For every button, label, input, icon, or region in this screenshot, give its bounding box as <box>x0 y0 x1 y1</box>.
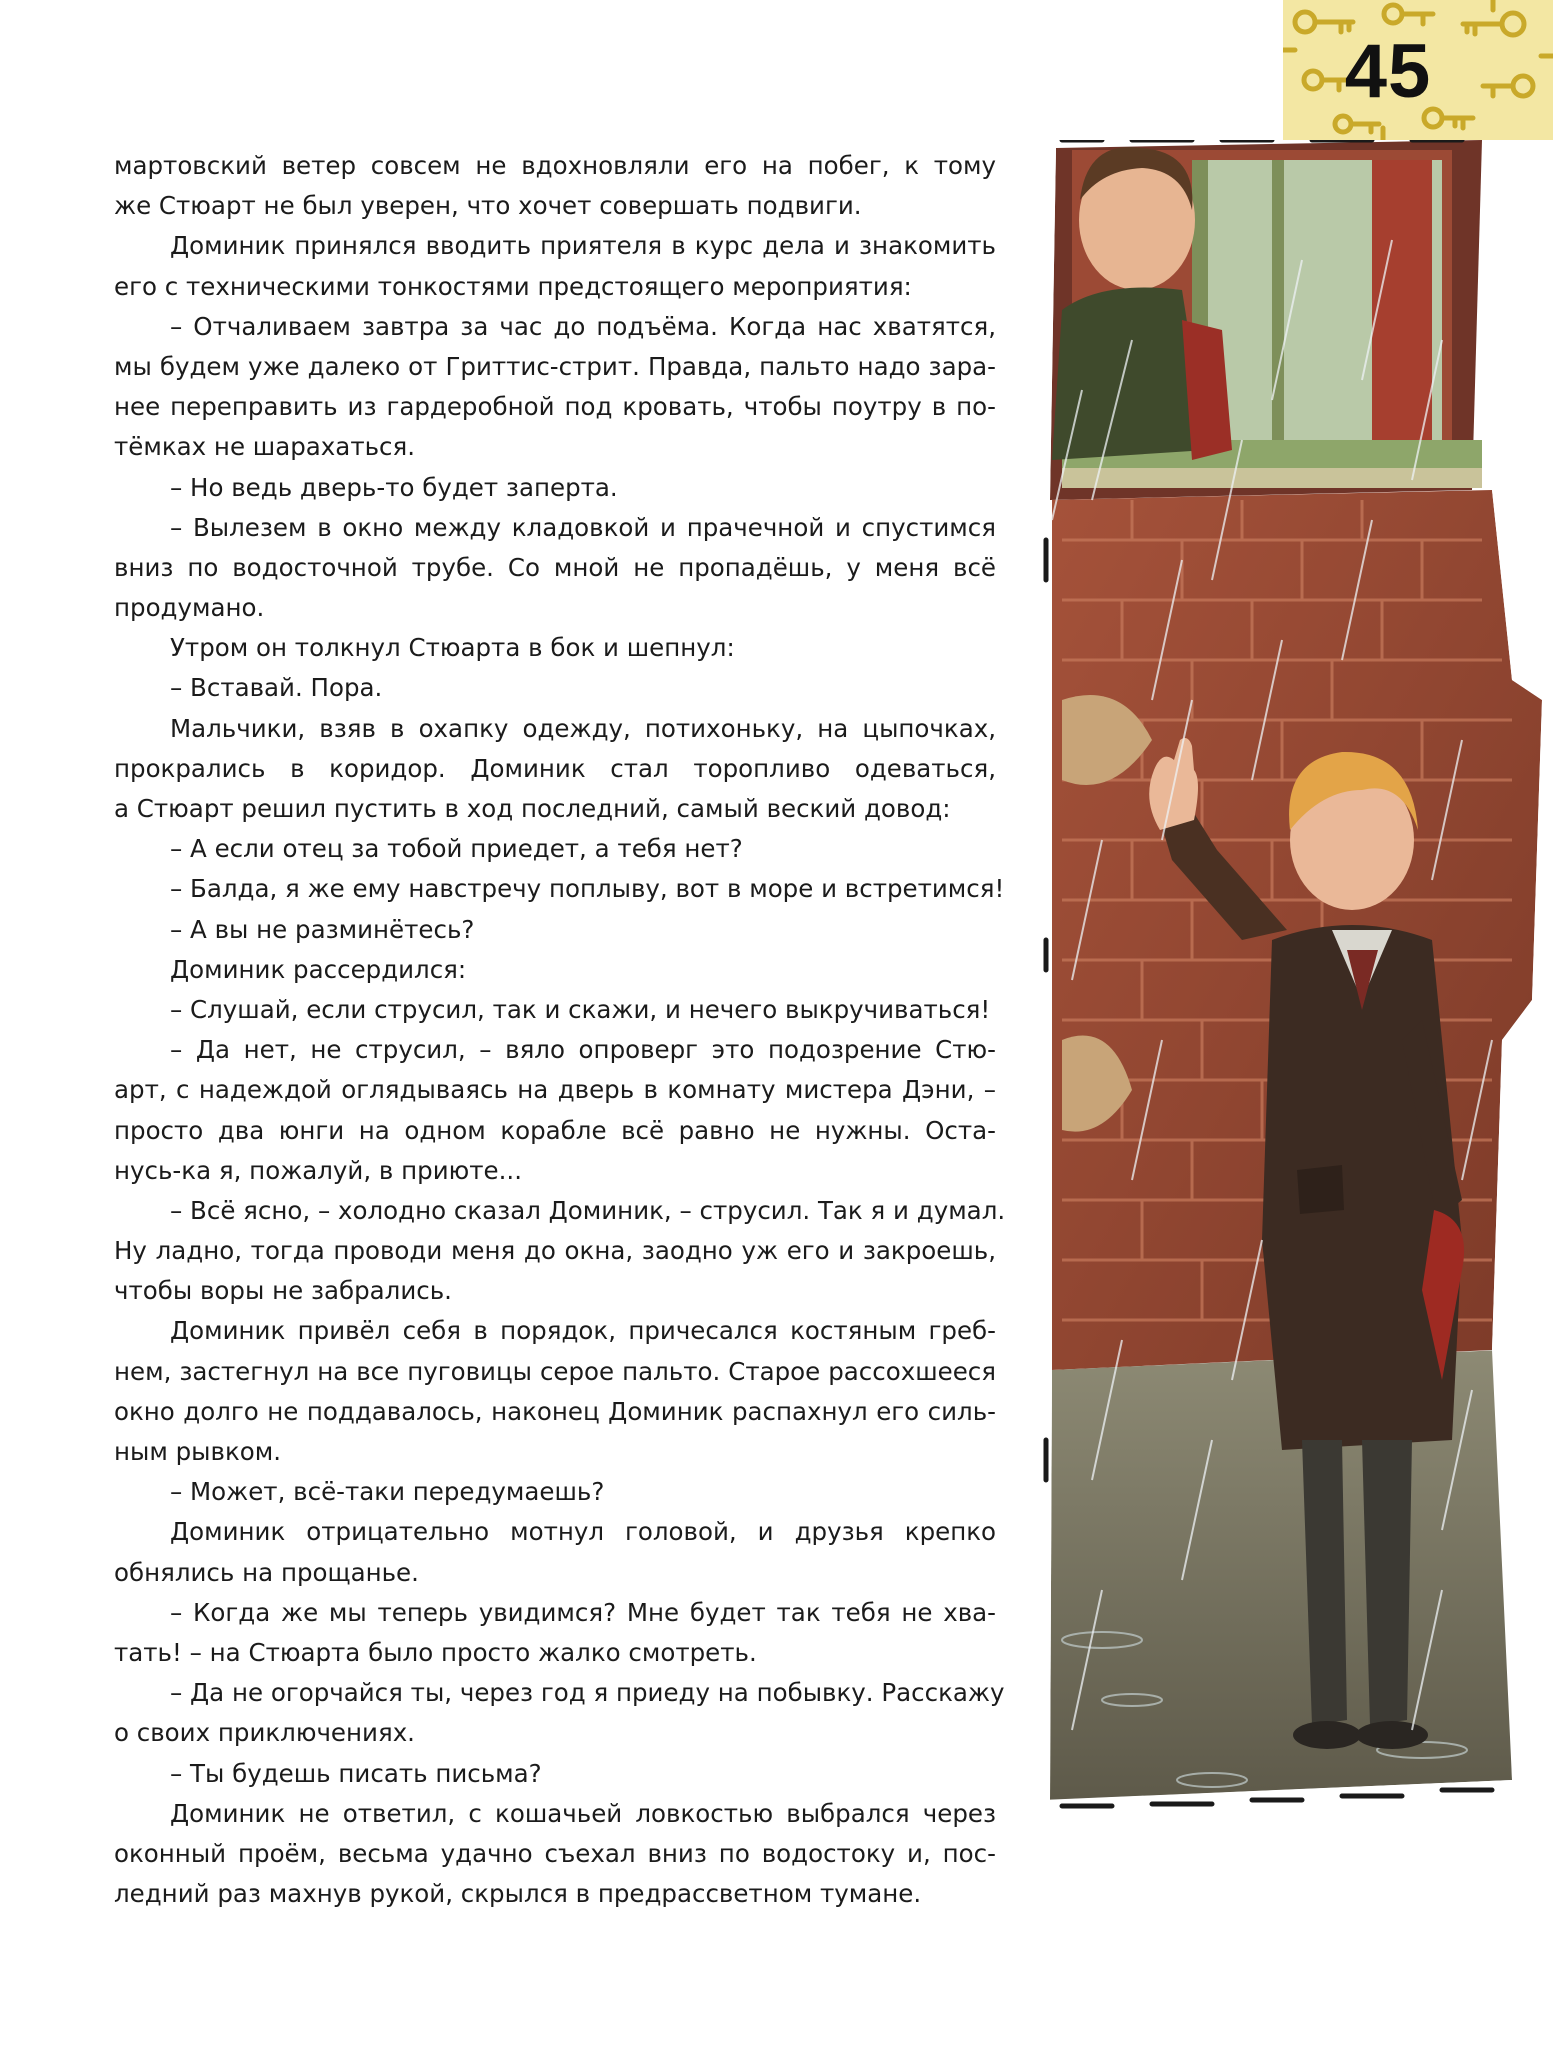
text-line: Доминик отрицательно мотнул головой, и друзья крепко <box>170 1517 996 1547</box>
text-line: прокрались в коридор. Доминик стал торопливо одеваться, <box>114 753 996 783</box>
text-line: – Отчаливаем завтра за час до подъёма. Когда нас хватятся, <box>170 311 996 341</box>
text-line: о своих приключениях. <box>114 1718 415 1748</box>
text-line: чтобы воры не забрались. <box>114 1276 452 1306</box>
text-line: – Да нет, не струсил, – вяло опроверг это подозрение Стю- <box>170 1035 996 1065</box>
text-line: – Может, всё-таки передумаешь? <box>170 1477 605 1507</box>
text-line: Доминик принялся вводить приятеля в курс дела и знакомить <box>170 231 996 261</box>
text-line: ледний раз махнув рукой, скрылся в предрассветном тумане. <box>114 1879 922 1909</box>
text-line: нусь-ка я, пожалуй, в приюте... <box>114 1155 522 1185</box>
text-line: нем, застегнул на все пуговицы серое пальто. Старое рассохшееся <box>114 1356 996 1386</box>
boys-in-rain-illustration <box>1042 140 1553 1900</box>
text-line: Утром он толкнул Стюарта в бок и шепнул: <box>170 633 735 663</box>
text-line: оконный проём, весьма удачно съехал вниз по водостоку и, пос- <box>114 1838 996 1868</box>
story-text <box>114 146 1006 1914</box>
text-line: Доминик привёл себя в порядок, причесался костяным греб- <box>170 1316 996 1346</box>
text-line: вниз по водосточной трубе. Со мной не пропадёшь, у меня всё <box>114 552 996 582</box>
page-number: 45 <box>1344 29 1432 114</box>
text-line: Доминик не ответил, с кошачьей ловкостью выбрался через <box>170 1798 996 1828</box>
illustration <box>1042 140 1553 1900</box>
text-line: нее переправить из гардеробной под кровать, чтобы поутру в по- <box>114 392 996 422</box>
text-line: Ну ладно, тогда проводи меня до окна, заодно уж его и закроешь, <box>114 1236 996 1266</box>
text-line: тёмках не шарахаться. <box>114 432 416 462</box>
text-line: – Слушай, если струсил, так и скажи, и нечего выкручиваться! <box>170 994 991 1024</box>
text-line: – Вылезем в окно между кладовкой и прачечной и спустимся <box>170 512 996 542</box>
text-line: обнялись на прощанье. <box>114 1557 419 1587</box>
text-line: – А если отец за тобой приедет, а тебя нет? <box>170 834 743 864</box>
text-line: – Всё ясно, – холодно сказал Доминик, – струсил. Так я и думал. <box>170 1195 1006 1225</box>
text-line: продумано. <box>114 593 265 623</box>
text-line: а Стюарт решил пустить в ход последний, самый веский довод: <box>114 794 951 823</box>
text-line: – Когда же мы теперь увидимся? Мне будет так тебя не хва- <box>170 1597 996 1627</box>
text-line: мартовский ветер совсем не вдохновляли его на побег, к тому <box>114 151 996 180</box>
text-line: просто два юнги на одном корабле всё равно не нужны. Оста- <box>114 1115 996 1145</box>
text-line: – Ты будешь писать письма? <box>170 1758 542 1788</box>
text-line: – Балда, я же ему навстречу поплыву, вот в море и встретимся! <box>170 874 1005 904</box>
text-line: Мальчики, взяв в охапку одежду, потихоньку, на цыпочках, <box>170 713 996 743</box>
text-line: мы будем уже далеко от Гриттис-стрит. Правда, пальто надо зара- <box>114 351 996 381</box>
text-line: тать! – на Стюарта было просто жалко смотреть. <box>114 1637 757 1667</box>
text-line: – А вы не разминётесь? <box>170 914 475 944</box>
text-line: – Вставай. Пора. <box>170 673 383 703</box>
window-with-boy <box>1050 140 1482 500</box>
text-line: его с техническими тонкостями предстоящего мероприятия: <box>114 271 912 301</box>
text-line: – Да не огорчайся ты, через год я приеду на побывку. Расскажу <box>170 1678 1005 1708</box>
text-line: Доминик рассердился: <box>170 954 467 984</box>
text-line: ным рывком. <box>114 1437 282 1466</box>
text-line: окно долго не поддавалось, наконец Доминик распахнул его силь- <box>114 1396 996 1426</box>
text-line: арт, с надеждой оглядываясь на дверь в комнату мистера Дэни, – <box>114 1075 996 1105</box>
text-line: же Стюарт не был уверен, что хочет совершать подвиги. <box>114 191 862 221</box>
text-line: – Но ведь дверь-то будет заперта. <box>170 472 618 502</box>
